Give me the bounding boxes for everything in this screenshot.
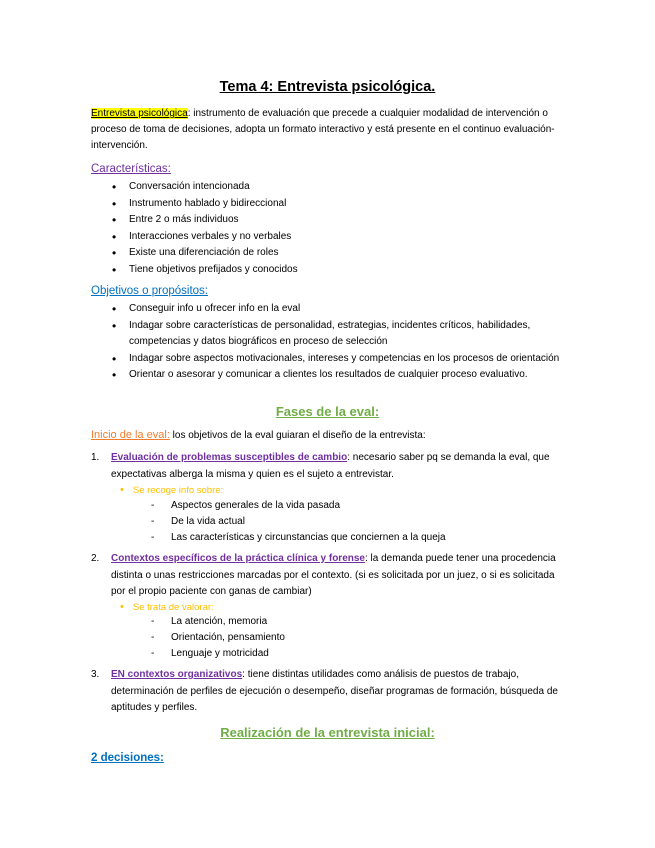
step-number: 2. bbox=[91, 553, 100, 564]
list-item: • Interacciones verbales y no verbales bbox=[112, 229, 572, 246]
list-item: - Orientación, pensamiento bbox=[151, 630, 285, 646]
decisiones-heading: 2 decisiones: bbox=[91, 752, 164, 764]
list-item: - Lenguaje y motricidad bbox=[151, 646, 285, 662]
list-item: • Indagar sobre aspectos motivacionales, intereses y competencias en los procesos de orientación bbox=[112, 351, 572, 368]
list-item: • Conversación intencionada bbox=[112, 179, 572, 196]
inicio-label: Inicio de la eval: bbox=[91, 429, 170, 441]
list-item: • Conseguir info u ofrecer info en la eval bbox=[112, 301, 572, 318]
step-number: 1. bbox=[91, 452, 100, 463]
objetivos-heading: Objetivos o propósitos: bbox=[91, 285, 208, 297]
step-label: Evaluación de problemas susceptibles de cambio bbox=[111, 452, 348, 463]
intro-term: Entrevista psicológica bbox=[91, 108, 188, 119]
list-item: • Tiene objetivos prefijados y conocidos bbox=[112, 262, 572, 279]
step-text: : tiene distintas utilidades como análisis de puestos de trabajo, determinación de perfiles de ejecución o desempeño, diseñar programas de formación, búsqueda de aptitudes y perfiles. bbox=[111, 669, 558, 713]
step-number: 3. bbox=[91, 669, 100, 680]
intro-paragraph bbox=[91, 106, 571, 154]
list-item: • Entre 2 o más individuos bbox=[112, 212, 572, 229]
intro-text: : instrumento de evaluación que precede a cualquier modalidad de intervención o proceso de toma de decisiones, adopta un formato interactivo y está presente en el continuo evaluación-intervención. bbox=[91, 108, 555, 151]
fases-heading: Fases de la eval: bbox=[275, 404, 380, 419]
step-3 bbox=[91, 667, 571, 717]
list-item: • Instrumento hablado y bidireccional bbox=[112, 196, 572, 213]
step-1-sub-list bbox=[151, 498, 446, 546]
step-label: EN contextos organizativos bbox=[111, 669, 243, 680]
step-text: : la demanda puede tener una procedencia distinta o unas restricciones marcadas por el contexto. (si es solicitada por un juez, o si es solicitada por el propio paciente con ganas de cambiar) bbox=[111, 553, 556, 597]
list-item: - La atención, memoria bbox=[151, 614, 285, 630]
realizacion-heading: Realización de la entrevista inicial: bbox=[220, 725, 435, 740]
inicio-paragraph bbox=[91, 427, 571, 444]
list-item: • Existe una diferenciación de roles bbox=[112, 245, 572, 262]
list-item: - Aspectos generales de la vida pasada bbox=[151, 498, 446, 514]
step-label: Contextos específicos de la práctica clínica y forense bbox=[111, 553, 365, 564]
step-2-sub-label: • Se trata de valorar: bbox=[120, 601, 214, 613]
step-2-sub-list bbox=[151, 614, 285, 662]
step-text: : necesario saber pq se demanda la eval, que expectativas alberga la misma y quien es el sujeto a entrevistar. bbox=[111, 452, 550, 480]
step-2 bbox=[91, 551, 571, 601]
list-item: • Orientar o asesorar y comunicar a clientes los resultados de cualquier proceso evaluativo. bbox=[112, 367, 572, 384]
caracteristicas-heading: Características: bbox=[91, 163, 171, 175]
list-item: - Las características y circunstancias que conciernen a la queja bbox=[151, 530, 446, 546]
step-1 bbox=[91, 450, 571, 483]
list-item: - De la vida actual bbox=[151, 514, 446, 530]
objetivos-list bbox=[112, 301, 572, 384]
list-item: • Indagar sobre características de personalidad, estrategias, incidentes críticos, habilidades, competencias y datos biográficos en proceso de selección bbox=[112, 318, 572, 351]
caracteristicas-list bbox=[112, 179, 572, 278]
page-title: Tema 4: Entrevista psicológica. bbox=[219, 79, 436, 95]
inicio-text: los objetivos de la eval guiaran el diseño de la entrevista: bbox=[169, 430, 426, 441]
step-1-sub-label: • Se recoge info sobre: bbox=[120, 484, 224, 496]
